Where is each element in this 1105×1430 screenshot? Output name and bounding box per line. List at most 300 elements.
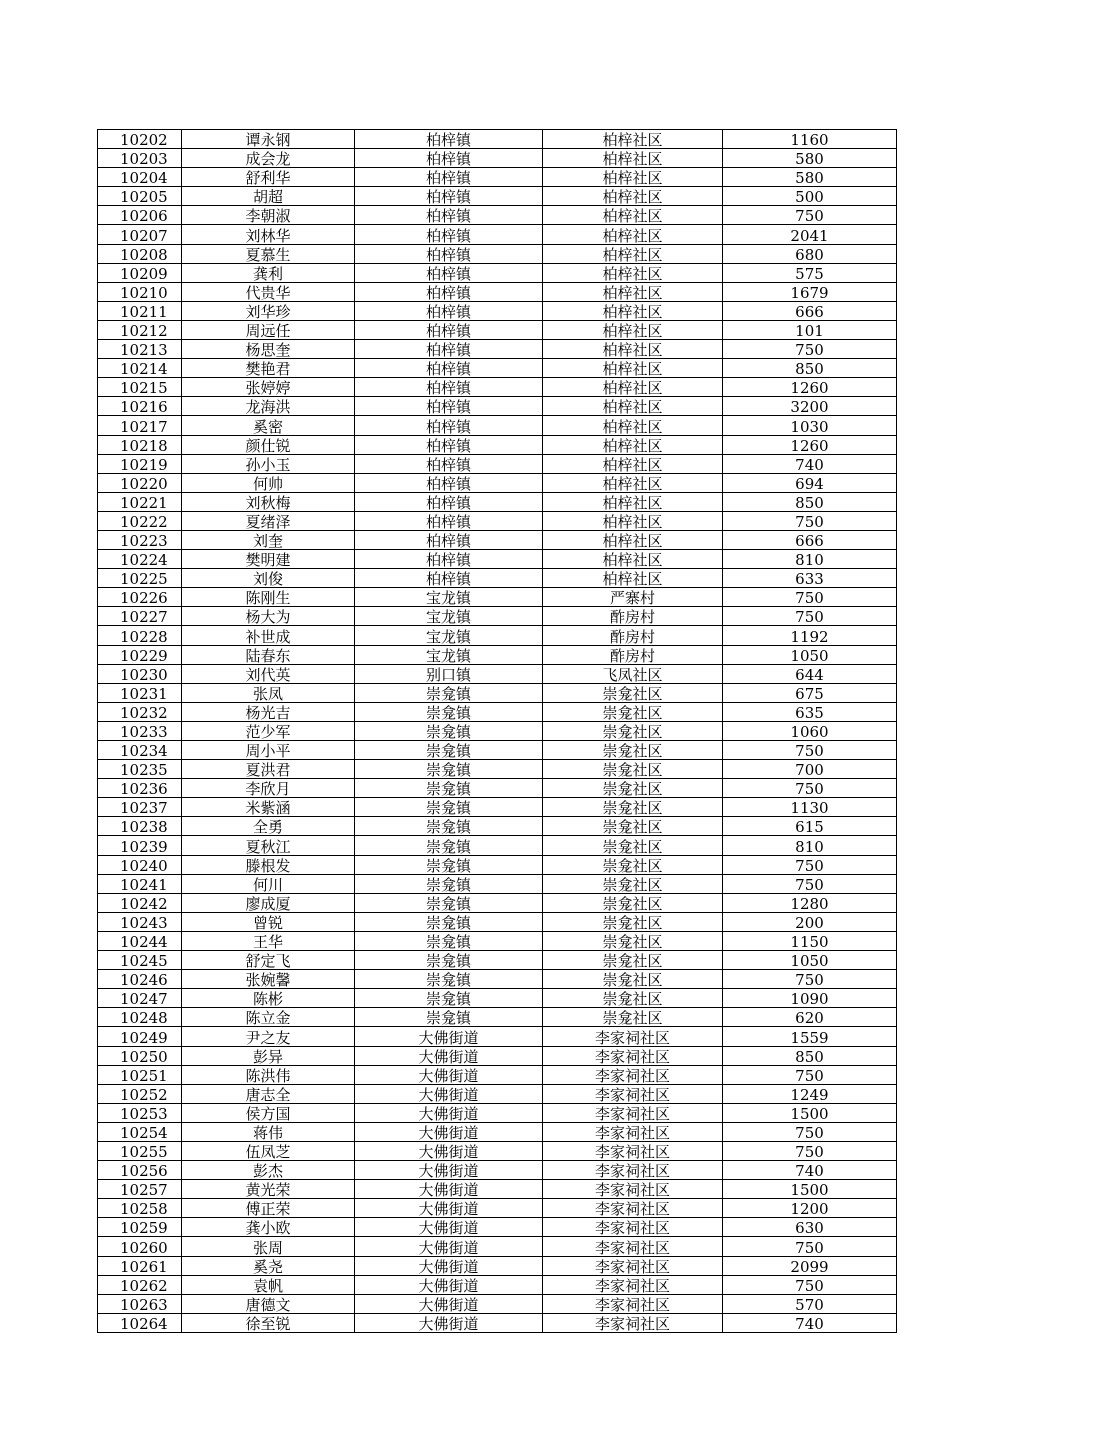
record-id-cell: 10224: [98, 550, 182, 569]
name-cell: 龚利: [182, 263, 355, 282]
town-cell: 柏梓镇: [355, 569, 543, 588]
community-cell: 柏梓社区: [543, 359, 723, 378]
table-row: [98, 893, 897, 912]
town-cell: 大佛街道: [355, 1027, 543, 1046]
table-row: [98, 206, 897, 225]
amount-cell: 1260: [723, 435, 897, 454]
record-id-cell: 10216: [98, 397, 182, 416]
record-id-cell: 10261: [98, 1256, 182, 1275]
table-row: [98, 130, 897, 149]
amount-cell: 500: [723, 187, 897, 206]
table-row: [98, 187, 897, 206]
amount-cell: 750: [723, 1275, 897, 1294]
record-id-cell: 10256: [98, 1161, 182, 1180]
name-cell: 成会龙: [182, 149, 355, 168]
community-cell: 崇龛社区: [543, 741, 723, 760]
name-cell: 刘俊: [182, 569, 355, 588]
amount-cell: 635: [723, 702, 897, 721]
record-id-cell: 10225: [98, 569, 182, 588]
town-cell: 崇龛镇: [355, 1008, 543, 1027]
table-row: [98, 1046, 897, 1065]
amount-cell: 675: [723, 683, 897, 702]
name-cell: 夏洪君: [182, 760, 355, 779]
record-id-cell: 10246: [98, 970, 182, 989]
table-row: [98, 1256, 897, 1275]
community-cell: 柏梓社区: [543, 187, 723, 206]
amount-cell: 850: [723, 1046, 897, 1065]
name-cell: 樊明建: [182, 550, 355, 569]
amount-cell: 1249: [723, 1084, 897, 1103]
record-id-cell: 10213: [98, 340, 182, 359]
name-cell: 补世成: [182, 626, 355, 645]
table-row: [98, 760, 897, 779]
community-cell: 李家祠社区: [543, 1027, 723, 1046]
community-cell: 柏梓社区: [543, 416, 723, 435]
community-cell: 柏梓社区: [543, 130, 723, 149]
amount-cell: 3200: [723, 397, 897, 416]
record-id-cell: 10204: [98, 168, 182, 187]
table-row: [98, 1103, 897, 1122]
name-cell: 何川: [182, 874, 355, 893]
community-cell: 崇龛社区: [543, 855, 723, 874]
record-id-cell: 10230: [98, 664, 182, 683]
town-cell: 崇龛镇: [355, 817, 543, 836]
name-cell: 尹之友: [182, 1027, 355, 1046]
amount-cell: 1090: [723, 989, 897, 1008]
amount-cell: 666: [723, 301, 897, 320]
amount-cell: 750: [723, 874, 897, 893]
name-cell: 刘华珍: [182, 301, 355, 320]
name-cell: 陈立金: [182, 1008, 355, 1027]
community-cell: 李家祠社区: [543, 1275, 723, 1294]
record-id-cell: 10238: [98, 817, 182, 836]
name-cell: 唐德文: [182, 1294, 355, 1313]
community-cell: 崇龛社区: [543, 1008, 723, 1027]
town-cell: 宝龙镇: [355, 607, 543, 626]
amount-cell: 750: [723, 970, 897, 989]
town-cell: 大佛街道: [355, 1218, 543, 1237]
town-cell: 崇龛镇: [355, 970, 543, 989]
record-id-cell: 10254: [98, 1122, 182, 1141]
community-cell: 柏梓社区: [543, 340, 723, 359]
community-cell: 柏梓社区: [543, 244, 723, 263]
community-cell: 柏梓社区: [543, 168, 723, 187]
community-cell: 柏梓社区: [543, 435, 723, 454]
name-cell: 王华: [182, 931, 355, 950]
name-cell: 陈刚生: [182, 588, 355, 607]
community-cell: 李家祠社区: [543, 1180, 723, 1199]
community-cell: 李家祠社区: [543, 1237, 723, 1256]
record-id-cell: 10264: [98, 1313, 182, 1332]
record-id-cell: 10232: [98, 702, 182, 721]
amount-cell: 580: [723, 149, 897, 168]
town-cell: 柏梓镇: [355, 168, 543, 187]
name-cell: 唐志全: [182, 1084, 355, 1103]
amount-cell: 1160: [723, 130, 897, 149]
town-cell: 崇龛镇: [355, 836, 543, 855]
town-cell: 柏梓镇: [355, 263, 543, 282]
name-cell: 傅正荣: [182, 1199, 355, 1218]
town-cell: 宝龙镇: [355, 645, 543, 664]
name-cell: 陈洪伟: [182, 1065, 355, 1084]
table-row: [98, 683, 897, 702]
amount-cell: 810: [723, 550, 897, 569]
town-cell: 柏梓镇: [355, 130, 543, 149]
community-cell: 李家祠社区: [543, 1313, 723, 1332]
record-id-cell: 10235: [98, 760, 182, 779]
name-cell: 谭永钢: [182, 130, 355, 149]
town-cell: 大佛街道: [355, 1141, 543, 1160]
name-cell: 彭异: [182, 1046, 355, 1065]
record-id-cell: 10210: [98, 282, 182, 301]
table-row: [98, 1294, 897, 1313]
table-row: [98, 244, 897, 263]
table-row: [98, 798, 897, 817]
amount-cell: 1060: [723, 721, 897, 740]
amount-cell: 1500: [723, 1103, 897, 1122]
record-id-cell: 10247: [98, 989, 182, 1008]
name-cell: 李欣月: [182, 779, 355, 798]
community-cell: 李家祠社区: [543, 1046, 723, 1065]
community-cell: 柏梓社区: [543, 530, 723, 549]
community-cell: 崇龛社区: [543, 970, 723, 989]
name-cell: 张婷婷: [182, 378, 355, 397]
town-cell: 柏梓镇: [355, 359, 543, 378]
community-cell: 酢房村: [543, 607, 723, 626]
town-cell: 柏梓镇: [355, 244, 543, 263]
community-cell: 李家祠社区: [543, 1294, 723, 1313]
community-cell: 柏梓社区: [543, 320, 723, 339]
community-cell: 李家祠社区: [543, 1218, 723, 1237]
table-row: [98, 359, 897, 378]
community-cell: 酢房村: [543, 645, 723, 664]
community-cell: 严寨村: [543, 588, 723, 607]
community-cell: 李家祠社区: [543, 1161, 723, 1180]
amount-cell: 1050: [723, 645, 897, 664]
amount-cell: 740: [723, 454, 897, 473]
amount-cell: 750: [723, 855, 897, 874]
town-cell: 大佛街道: [355, 1122, 543, 1141]
town-cell: 柏梓镇: [355, 511, 543, 530]
table-row: [98, 569, 897, 588]
name-cell: 刘秋梅: [182, 492, 355, 511]
record-id-cell: 10252: [98, 1084, 182, 1103]
town-cell: 崇龛镇: [355, 702, 543, 721]
table-row: [98, 741, 897, 760]
record-id-cell: 10234: [98, 741, 182, 760]
name-cell: 袁帆: [182, 1275, 355, 1294]
record-id-cell: 10219: [98, 454, 182, 473]
town-cell: 柏梓镇: [355, 435, 543, 454]
community-cell: 崇龛社区: [543, 760, 723, 779]
table-row: [98, 1084, 897, 1103]
name-cell: 陈彬: [182, 989, 355, 1008]
record-id-cell: 10205: [98, 187, 182, 206]
name-cell: 夏绪泽: [182, 511, 355, 530]
table-row: [98, 626, 897, 645]
table-row: [98, 721, 897, 740]
table-row: [98, 1122, 897, 1141]
record-id-cell: 10206: [98, 206, 182, 225]
data-table: [97, 129, 897, 1333]
record-id-cell: 10240: [98, 855, 182, 874]
name-cell: 伍凤芝: [182, 1141, 355, 1160]
community-cell: 酢房村: [543, 626, 723, 645]
table-row: [98, 989, 897, 1008]
amount-cell: 850: [723, 492, 897, 511]
community-cell: 柏梓社区: [543, 282, 723, 301]
town-cell: 柏梓镇: [355, 397, 543, 416]
amount-cell: 810: [723, 836, 897, 855]
community-cell: 崇龛社区: [543, 817, 723, 836]
amount-cell: 580: [723, 168, 897, 187]
record-id-cell: 10203: [98, 149, 182, 168]
amount-cell: 666: [723, 530, 897, 549]
name-cell: 何帅: [182, 473, 355, 492]
amount-cell: 101: [723, 320, 897, 339]
town-cell: 崇龛镇: [355, 874, 543, 893]
table-row: [98, 435, 897, 454]
record-id-cell: 10209: [98, 263, 182, 282]
table-row: [98, 1008, 897, 1027]
table-row: [98, 1141, 897, 1160]
amount-cell: 200: [723, 912, 897, 931]
name-cell: 范少军: [182, 721, 355, 740]
name-cell: 刘奎: [182, 530, 355, 549]
name-cell: 舒利华: [182, 168, 355, 187]
community-cell: 柏梓社区: [543, 511, 723, 530]
table-row: [98, 320, 897, 339]
town-cell: 崇龛镇: [355, 951, 543, 970]
record-id-cell: 10236: [98, 779, 182, 798]
name-cell: 李朝淑: [182, 206, 355, 225]
record-id-cell: 10226: [98, 588, 182, 607]
town-cell: 崇龛镇: [355, 893, 543, 912]
record-id-cell: 10248: [98, 1008, 182, 1027]
community-cell: 柏梓社区: [543, 473, 723, 492]
amount-cell: 750: [723, 588, 897, 607]
record-id-cell: 10222: [98, 511, 182, 530]
community-cell: 李家祠社区: [543, 1084, 723, 1103]
name-cell: 徐至锐: [182, 1313, 355, 1332]
town-cell: 柏梓镇: [355, 206, 543, 225]
community-cell: 柏梓社区: [543, 550, 723, 569]
town-cell: 柏梓镇: [355, 530, 543, 549]
record-id-cell: 10227: [98, 607, 182, 626]
record-id-cell: 10255: [98, 1141, 182, 1160]
name-cell: 杨大为: [182, 607, 355, 626]
record-id-cell: 10242: [98, 893, 182, 912]
amount-cell: 575: [723, 263, 897, 282]
name-cell: 孙小玉: [182, 454, 355, 473]
amount-cell: 570: [723, 1294, 897, 1313]
table-row: [98, 149, 897, 168]
amount-cell: 750: [723, 779, 897, 798]
table-row: [98, 378, 897, 397]
town-cell: 大佛街道: [355, 1103, 543, 1122]
town-cell: 大佛街道: [355, 1065, 543, 1084]
town-cell: 别口镇: [355, 664, 543, 683]
record-id-cell: 10257: [98, 1180, 182, 1199]
table-row: [98, 1027, 897, 1046]
amount-cell: 750: [723, 741, 897, 760]
table-row: [98, 702, 897, 721]
name-cell: 夏慕生: [182, 244, 355, 263]
record-id-cell: 10250: [98, 1046, 182, 1065]
town-cell: 柏梓镇: [355, 492, 543, 511]
table-row: [98, 511, 897, 530]
table-row: [98, 1161, 897, 1180]
amount-cell: 1150: [723, 931, 897, 950]
table-row: [98, 836, 897, 855]
table-row: [98, 473, 897, 492]
town-cell: 柏梓镇: [355, 550, 543, 569]
table-row: [98, 397, 897, 416]
town-cell: 宝龙镇: [355, 588, 543, 607]
table-row: [98, 1065, 897, 1084]
record-id-cell: 10244: [98, 931, 182, 950]
record-id-cell: 10258: [98, 1199, 182, 1218]
record-id-cell: 10217: [98, 416, 182, 435]
amount-cell: 1050: [723, 951, 897, 970]
community-cell: 柏梓社区: [543, 301, 723, 320]
record-id-cell: 10253: [98, 1103, 182, 1122]
amount-cell: 740: [723, 1313, 897, 1332]
amount-cell: 1500: [723, 1180, 897, 1199]
name-cell: 曾锐: [182, 912, 355, 931]
table-row: [98, 492, 897, 511]
name-cell: 舒定飞: [182, 951, 355, 970]
town-cell: 柏梓镇: [355, 416, 543, 435]
name-cell: 夏秋江: [182, 836, 355, 855]
amount-cell: 1200: [723, 1199, 897, 1218]
record-id-cell: 10233: [98, 721, 182, 740]
name-cell: 黄光荣: [182, 1180, 355, 1199]
amount-cell: 700: [723, 760, 897, 779]
amount-cell: 750: [723, 607, 897, 626]
table-row: [98, 550, 897, 569]
town-cell: 崇龛镇: [355, 741, 543, 760]
amount-cell: 2041: [723, 225, 897, 244]
community-cell: 李家祠社区: [543, 1199, 723, 1218]
table-row: [98, 416, 897, 435]
name-cell: 全勇: [182, 817, 355, 836]
table-row: [98, 454, 897, 473]
table-row: [98, 931, 897, 950]
amount-cell: 1679: [723, 282, 897, 301]
table-row: [98, 340, 897, 359]
name-cell: 彭杰: [182, 1161, 355, 1180]
name-cell: 陆春东: [182, 645, 355, 664]
record-id-cell: 10251: [98, 1065, 182, 1084]
amount-cell: 750: [723, 511, 897, 530]
community-cell: 柏梓社区: [543, 378, 723, 397]
table-row: [98, 645, 897, 664]
table-row: [98, 664, 897, 683]
table-row: [98, 874, 897, 893]
community-cell: 崇龛社区: [543, 989, 723, 1008]
table-row: [98, 607, 897, 626]
name-cell: 代贵华: [182, 282, 355, 301]
name-cell: 张婉馨: [182, 970, 355, 989]
name-cell: 颜仕锐: [182, 435, 355, 454]
community-cell: 崇龛社区: [543, 931, 723, 950]
town-cell: 柏梓镇: [355, 320, 543, 339]
town-cell: 柏梓镇: [355, 149, 543, 168]
table-row: [98, 951, 897, 970]
table-row: [98, 1180, 897, 1199]
record-id-cell: 10215: [98, 378, 182, 397]
community-cell: 柏梓社区: [543, 492, 723, 511]
table-row: [98, 225, 897, 244]
town-cell: 大佛街道: [355, 1084, 543, 1103]
town-cell: 柏梓镇: [355, 340, 543, 359]
name-cell: 胡超: [182, 187, 355, 206]
town-cell: 大佛街道: [355, 1275, 543, 1294]
record-id-cell: 10207: [98, 225, 182, 244]
name-cell: 奚尧: [182, 1256, 355, 1275]
amount-cell: 750: [723, 1065, 897, 1084]
table-row: [98, 779, 897, 798]
amount-cell: 1260: [723, 378, 897, 397]
community-cell: 李家祠社区: [543, 1256, 723, 1275]
record-id-cell: 10231: [98, 683, 182, 702]
record-id-cell: 10245: [98, 951, 182, 970]
community-cell: 飞凤社区: [543, 664, 723, 683]
record-id-cell: 10208: [98, 244, 182, 263]
town-cell: 崇龛镇: [355, 989, 543, 1008]
town-cell: 柏梓镇: [355, 282, 543, 301]
community-cell: 柏梓社区: [543, 454, 723, 473]
town-cell: 崇龛镇: [355, 798, 543, 817]
table-row: [98, 1313, 897, 1332]
record-id-cell: 10214: [98, 359, 182, 378]
community-cell: 崇龛社区: [543, 779, 723, 798]
name-cell: 周小平: [182, 741, 355, 760]
town-cell: 崇龛镇: [355, 779, 543, 798]
record-id-cell: 10260: [98, 1237, 182, 1256]
town-cell: 大佛街道: [355, 1294, 543, 1313]
name-cell: 张凤: [182, 683, 355, 702]
town-cell: 大佛街道: [355, 1046, 543, 1065]
town-cell: 崇龛镇: [355, 760, 543, 779]
record-id-cell: 10228: [98, 626, 182, 645]
name-cell: 奚密: [182, 416, 355, 435]
community-cell: 柏梓社区: [543, 225, 723, 244]
table-row: [98, 1218, 897, 1237]
amount-cell: 750: [723, 340, 897, 359]
name-cell: 蒋伟: [182, 1122, 355, 1141]
town-cell: 大佛街道: [355, 1237, 543, 1256]
town-cell: 大佛街道: [355, 1180, 543, 1199]
record-id-cell: 10221: [98, 492, 182, 511]
town-cell: 大佛街道: [355, 1256, 543, 1275]
amount-cell: 1280: [723, 893, 897, 912]
community-cell: 崇龛社区: [543, 683, 723, 702]
amount-cell: 630: [723, 1218, 897, 1237]
record-id-cell: 10229: [98, 645, 182, 664]
amount-cell: 740: [723, 1161, 897, 1180]
community-cell: 崇龛社区: [543, 874, 723, 893]
amount-cell: 750: [723, 1122, 897, 1141]
table-row: [98, 282, 897, 301]
name-cell: 周远任: [182, 320, 355, 339]
table-row: [98, 168, 897, 187]
table-row: [98, 1275, 897, 1294]
amount-cell: 1130: [723, 798, 897, 817]
name-cell: 米紫涵: [182, 798, 355, 817]
record-id-cell: 10223: [98, 530, 182, 549]
